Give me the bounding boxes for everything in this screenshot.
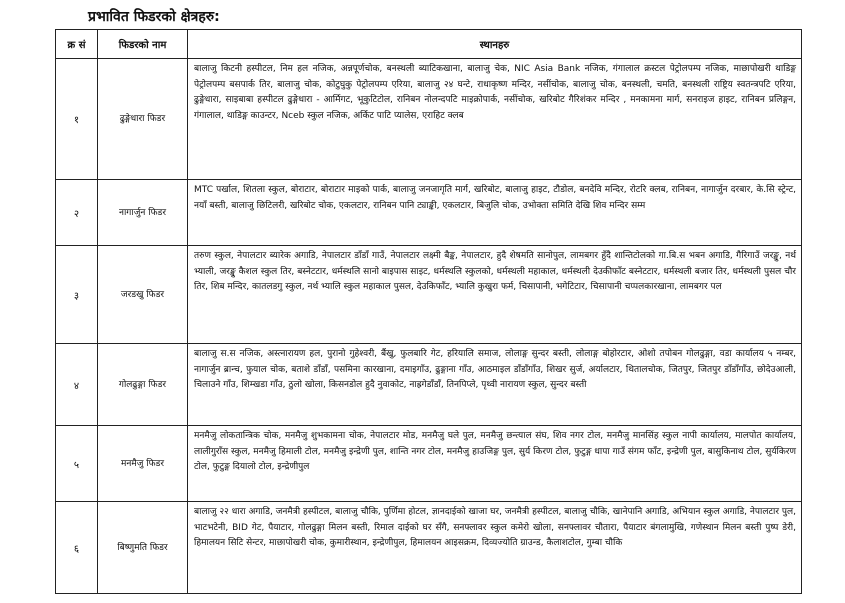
page-title: प्रभावित फिडरको क्षेत्रहरु: xyxy=(88,9,220,25)
places-cell: बालाजु किटनी हस्पीटल, निम हल नजिक, अन्नपूर्णचोक, बनस्थली ब्याटिकखाना, बालाजु चेक, NIC Asia Bank नजिक, गंगालाल क्रस्टल पेट्रोलपम्प नजिक, माछापोखरी थाडिङ्ग पेट्रोलपम्प बसपार्क तिर, बालाजु चोक, कोटुघुकु पेट्रोलपम्प एरिया, बालाजु २४ घन्टे, राधाकृष्ण मन्दिर, नसींचोक, बालाजु चोक, बनस्थली, चमति, बनस्थली राष्ट्रिय स्वतन्त्रपटि एरिया, ढुङ्गेधारा, साइबाबा हस्पीटल ढुङ्गेधारा - आर्मिगट, भूकुटिटोल, रानिबन नोलन्दपटि माइक्रोपार्क, नसींचोक, खरिबोट गैरिशंकर मन्दिर , मनकामना मार्ग, सनराइज हाइट, रानिबन प्रलिङ्गन, गंगालाल, थाडिङ्ग काउन्टर, Nceb स्कुल नजिक, अर्किट पाटि प्यालेस, एराहिट क्लब xyxy=(188,59,802,180)
affected-feeders-table xyxy=(55,29,802,594)
table-row xyxy=(56,344,802,426)
feeder-name-cell: बिष्णुमति फिडर xyxy=(98,502,188,594)
places-cell: बालाजु स.स नजिक, अस्त्नारायण हल, पुरानो गुहेश्वरी, बैंखु, फुलबारि गेट, हरियालि समाज, लोलाङ्ग सुन्दर बस्ती, लोलाङ्ग बोहोरटार, ओशो तपोबन गोलढुङ्गा, वडा कार्यालय ५ नम्बर, नागार्जुन ब्रान्च, फुयाल चोक, बताशे डाँडाँ, पसमिना कारखाना, दमाइगाँउ, ढुङ्गाना गाँउ, आठमाइल डाँडाँगाँउ, शिखर सुर्ज, अर्यालटार, थितालचोक, जितपुर, जितपुर डाँडाँगाँउ, छोदेउआली, चिलाउने गाँउ, शिम्खडा गाँउ, ठुलो खोला, किसनडोल हुदै नुवाकोट, नाह्रगेडाँडाँ, तिनपिप्ले, पृथ्वी नारायण स्कुल, सुन्दर बस्ती xyxy=(188,344,802,426)
places-cell: मनमैजु लोकतान्त्रिक चोक, मनमैजु शुभकामना चोक, नेपालटार मोड, मनमैजु घले पुल, मनमैजु छन्त्याल संघ, शिव नगर टोल, मनमैजु मानसिंह स्कुल नापी कार्यालय, मालपोत कार्यालय, लालीगुराँस स्कुल, मनमैजु हिमाली टोल, मनमैजु इन्द्रेणी पुल, शान्ति नगर टोल, मनमैजु हाउजिङ्ग पुल, सुर्य किरण टोल, फुटुङ्ग धापा गाउँ संगम फाँट, इन्द्रेणी पुल, बासुकिनाथ टोल, सुर्यकिरण टोल, फुटुङ्ग दियालो टोल, इन्द्रेणीपुल xyxy=(188,426,802,502)
serial-number-cell: ४ xyxy=(56,344,98,426)
serial-number-cell: २ xyxy=(56,180,98,246)
serial-number-cell: ६ xyxy=(56,502,98,594)
table-row xyxy=(56,426,802,502)
serial-number-cell: १ xyxy=(56,59,98,180)
places-cell: तरुण स्कुल, नेपालटार ब्यारेक अगाडि, नेपालटार डाँडाँ गाउँ, नेपालटार लक्ष्मी बैङ्क, नेपालटार, हुदै शेषमति सानोपुल, लामबगर हुँदै शान्तिटोलको गा.बि.स भबन अगाडि, गैरिगाउँ जरङ्खु, नर्थ भ्याली, जरङ्खु कैशल स्कुल तिर, बस्नेटटार, धर्मस्थलि सानो बाइपास साइट, धर्मस्थलि स्कुलको, धर्मस्थली महाकाल, धर्मस्थली देउकीफाँट बस्नेटटार, धर्मस्थली बजार तिर, धर्मस्थली पुसल चौर तिर, शिब मन्दिर, कातलडगु स्कुल, नर्थ भ्यालि स्कुल महाकाल पुसल, देउकिफाँट, भ्यालि कुखुरा फर्म, चिसापानी, भगेटिटार, चिसापानी चप्पलकारखाना, लामबगर पल xyxy=(188,246,802,344)
feeder-name-cell: ढुङ्गेधारा फिडर xyxy=(98,59,188,180)
serial-number-cell: ५ xyxy=(56,426,98,502)
serial-number-cell: ३ xyxy=(56,246,98,344)
table-row xyxy=(56,59,802,180)
feeder-name-cell: गोलढुङ्गा फिडर xyxy=(98,344,188,426)
header-places: स्थानहरु xyxy=(188,30,802,59)
header-feeder-name: फिडरको नाम xyxy=(98,30,188,59)
feeder-name-cell: नागार्जुन फिडर xyxy=(98,180,188,246)
places-cell: MTC पर्खाल, शितला स्कुल, बोराटार, बोराटार माइको पार्क, बालाजु जनजागृति मार्ग, खरिबोट, बालाजु हाइट, टौडोल, बनदेवि मन्दिर, रोटरि क्लब, रानिबन, नागार्जुन दरबार, के.सि स्ट्रेन्ट, नयाँ बस्ती, बालाजु छिटिलरी, खरिबोट चोक, एकलटार, रानिबन पानि ट्याङ्की, एकलटार, बिजुलि चोक, उभोक्ता समिति देखि शिव मन्दिर सम्म xyxy=(188,180,802,246)
table-header-row xyxy=(56,30,802,59)
table-row xyxy=(56,502,802,594)
feeder-name-cell: मनमैजु फिडर xyxy=(98,426,188,502)
header-serial-number: क्र सं xyxy=(56,30,98,59)
feeder-name-cell: जरडखु फिडर xyxy=(98,246,188,344)
table-row xyxy=(56,180,802,246)
places-cell: बालाजु २२ धारा अगाडि, जनमैत्री हस्पीटल, बालाजु चौकि, पुर्णिमा होटल, ज्ञानदाईको खाजा घर, जनमैत्री हस्पीटल, बालाजु चौकि, खानेपानि अगाडि, अभियान स्कुल अगाडि, नेपालटार पुल, भाटभटेनी, BID गेट, पैयाटार, गोलढुङ्गा मिलन बस्ती, रिमाल दाईको घर सँगै, सनफ्लावर स्कुल कमेरो खोला, सनफ्लावर चौतारा, पैयाटार बंगलामुखि, गणेस्थान मिलन बस्ती पुष्प डेरी, हिमालयन सिटि सेन्टर, माछापोखरी चोक, कुमारीस्थान, इन्द्रेणीपुल, हिमालयन आइसक्रम, दिव्यज्योति ग्राउन्ड, कैलाशटोल, गुम्बा चौकि xyxy=(188,502,802,594)
table-row xyxy=(56,246,802,344)
